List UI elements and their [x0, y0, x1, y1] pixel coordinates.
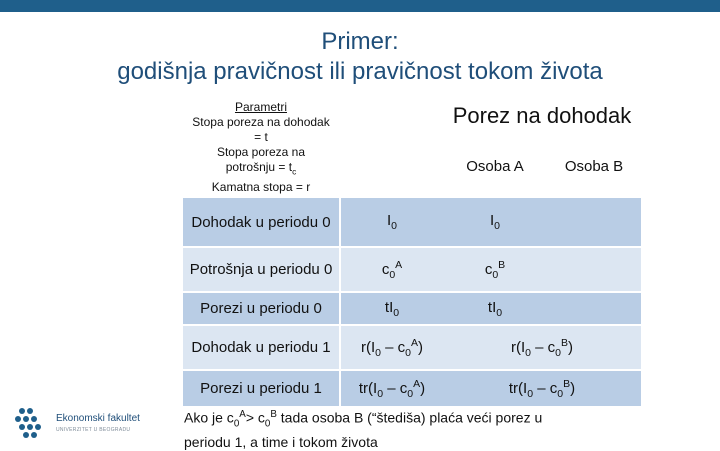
table-row [183, 247, 641, 292]
row-label: Porezi u periodu 1 [183, 370, 340, 406]
param-consumption-tax-rate: Stopa poreza na [216, 145, 306, 160]
row-label: Dohodak u periodu 0 [183, 197, 340, 247]
cell-person-a: $tr(I_0 - c_0^A)$ [340, 370, 443, 406]
row-label: Porezi u periodu 0 [183, 292, 340, 325]
parameters-heading: Parametri [234, 100, 287, 115]
parameters-cell [183, 99, 340, 197]
param-interest-rate: Kamatna stopa = r [211, 179, 311, 194]
title-line-2: godišnja pravičnost ili pravičnost tokom života [117, 58, 603, 85]
logo-mark-icon [14, 407, 50, 441]
cell-person-a: $tI_0$ [340, 292, 443, 325]
cell-person-b: $I_0$ [443, 197, 547, 247]
table-row [183, 325, 641, 370]
footnote-text: Ako je $c_0^A> c_0^B$ tada osoba B (“štediša) plaća veći porez u periodu 1, a time i tokom života [184, 409, 543, 451]
logo-subtitle: UNIVERZITET U BEOGRADU [56, 427, 131, 433]
cell-person-b: $c_0^B$ [443, 247, 547, 292]
cell-person-b: $r(I_0 - c_0^B)$ [443, 325, 641, 370]
row-label: Dohodak u periodu 1 [183, 325, 340, 370]
cell-person-b: $tI_0$ [443, 292, 547, 325]
param-consumption-tax-symbol: potrošnju = $t_c$ [225, 160, 297, 177]
income-tax-header: Porez na dohodak [443, 99, 641, 132]
slide-title [0, 27, 720, 87]
tax-comparison-table [183, 99, 641, 406]
param-income-tax-symbol: = t [254, 130, 268, 145]
table-row [183, 197, 641, 247]
cell-person-a: $I_0$ [340, 197, 443, 247]
logo-name: Ekonomski fakultet [56, 413, 140, 424]
faculty-logo [14, 407, 164, 441]
person-a-header: Osoba A [443, 132, 547, 197]
row-label: Potrošnja u periodu 0 [183, 247, 340, 292]
param-income-tax-rate: Stopa poreza na dohodak [192, 115, 330, 130]
cell-person-a: $r(I_0 - c_0^A)$ [340, 325, 443, 370]
title-line-1: Primer: [321, 28, 399, 55]
table-row [183, 370, 641, 406]
top-accent-bar [0, 0, 720, 12]
cell-person-a: $c_0^A$ [340, 247, 443, 292]
cell-person-b: $tr(I_0 - c_0^B)$ [443, 370, 641, 406]
person-b-header: Osoba B [547, 132, 641, 197]
table-row [183, 292, 641, 325]
